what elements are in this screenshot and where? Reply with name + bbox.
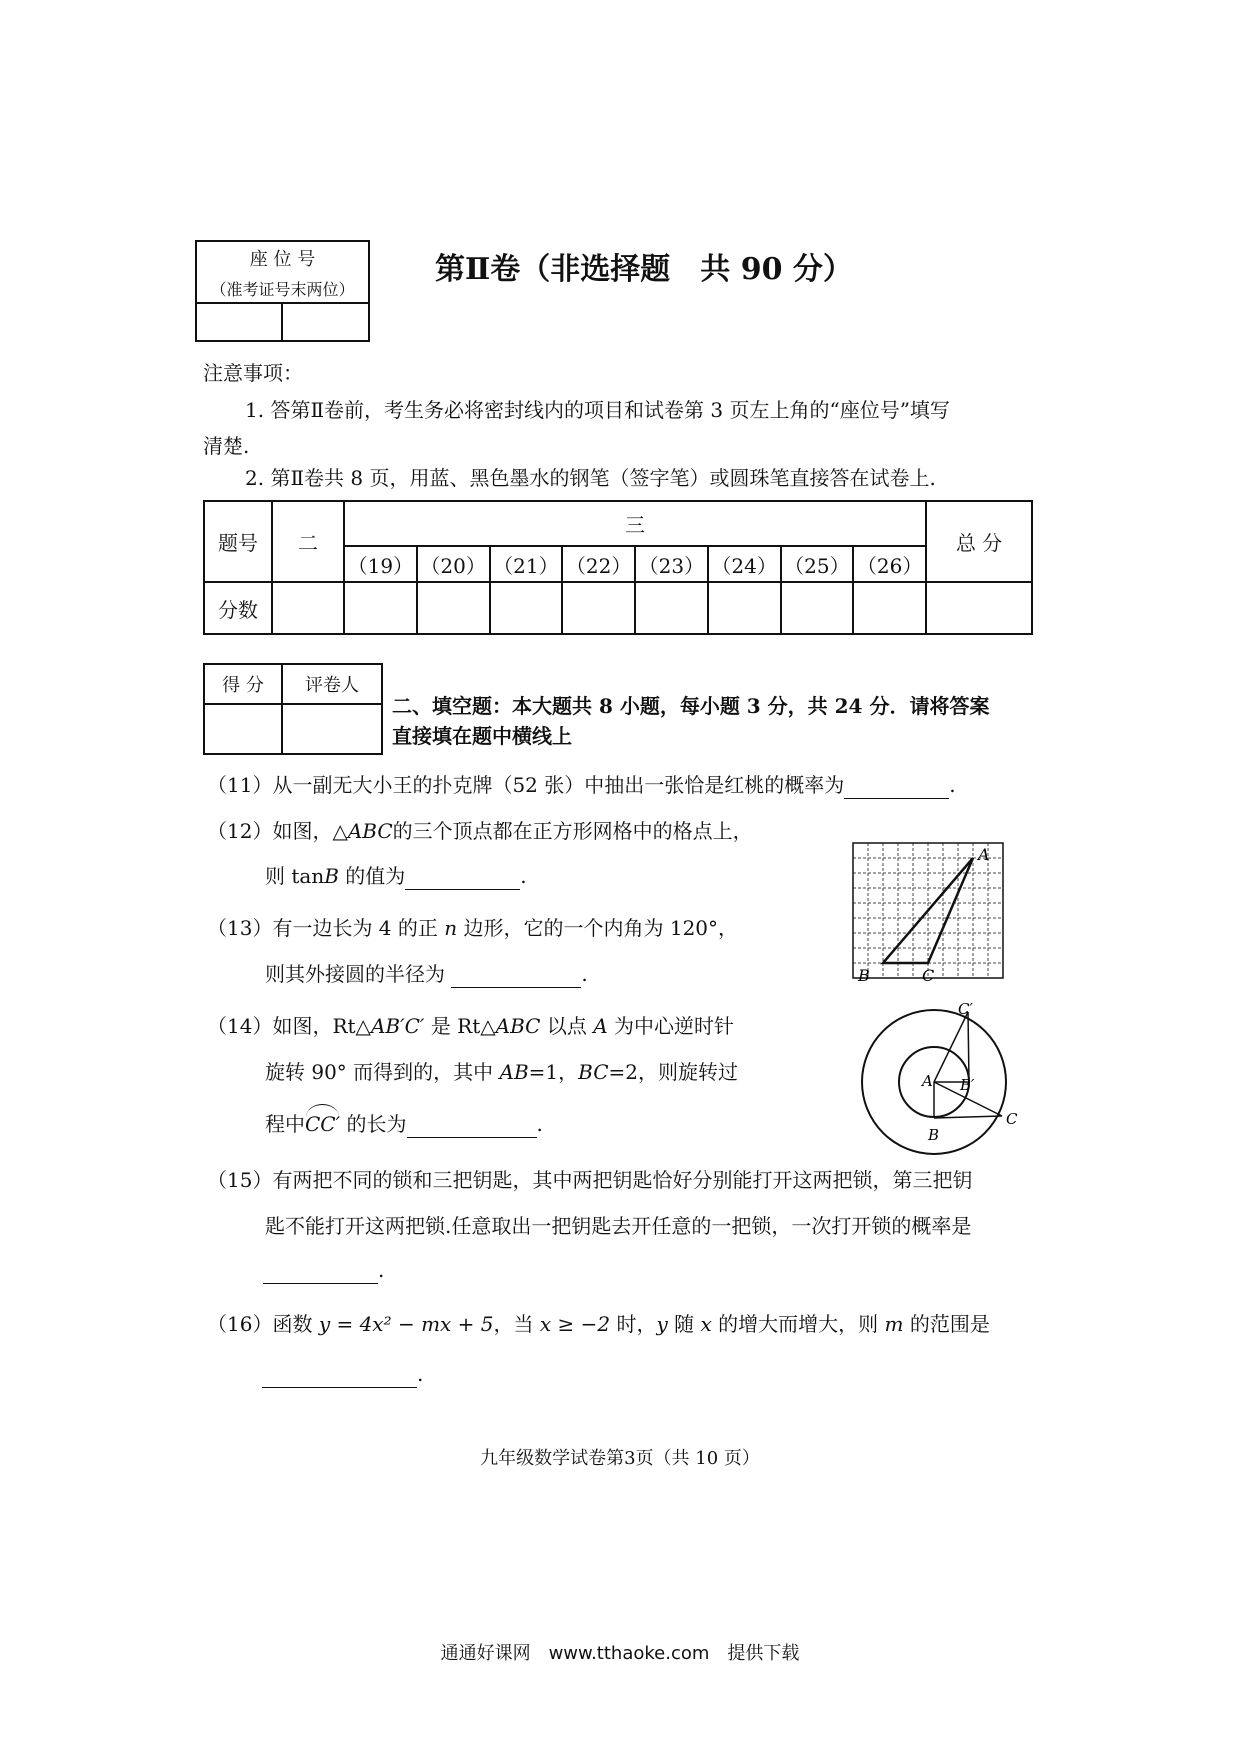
q12-text: 如图，△ bbox=[272, 819, 348, 843]
q12-number: （12） bbox=[207, 819, 273, 843]
q16-answer-blank[interactable] bbox=[262, 1365, 417, 1388]
score-cell[interactable] bbox=[781, 582, 854, 634]
score-cell[interactable] bbox=[417, 582, 490, 634]
q14-text: 旋转 90° 而得到的，其中 bbox=[265, 1060, 500, 1084]
q14-var: BC bbox=[578, 1060, 609, 1084]
q11-period: . bbox=[949, 773, 956, 797]
question-12-line-2 bbox=[265, 862, 527, 890]
q16-text: 函数 bbox=[272, 1312, 319, 1336]
q15-text: 有两把不同的锁和三把钥匙，其中两把钥匙恰好分别能打开这两把锁，第三把钥 bbox=[272, 1168, 973, 1192]
q13-period: . bbox=[581, 962, 588, 986]
question-header: （25） bbox=[781, 546, 854, 582]
q14-text: 是 Rt△ bbox=[424, 1014, 496, 1038]
question-15-line-1 bbox=[207, 1166, 972, 1194]
score-cell[interactable] bbox=[853, 582, 926, 634]
q13-answer-blank[interactable] bbox=[451, 965, 581, 988]
score-table bbox=[203, 500, 1033, 635]
figure-12-grid-triangle bbox=[848, 838, 1018, 988]
notes-heading: 注意事项： bbox=[203, 361, 303, 385]
source-credit: 通通好课网 www.tthaoke.com 提供下载 bbox=[440, 1643, 800, 1664]
question-11 bbox=[207, 771, 956, 799]
grader-name-label: 评卷人 bbox=[282, 664, 382, 704]
question-15-line-2 bbox=[265, 1212, 971, 1240]
question-14-line-1 bbox=[207, 1012, 734, 1040]
question-12-line-1 bbox=[207, 817, 753, 845]
q11-number: （11） bbox=[207, 773, 273, 797]
label-b: B bbox=[928, 1126, 940, 1144]
q15-number: （15） bbox=[207, 1168, 273, 1192]
q14-answer-blank[interactable] bbox=[407, 1115, 537, 1138]
section-instruction-line-1: 二、填空题：本大题共 8 小题，每小题 3 分，共 24 分．请将答案 bbox=[392, 694, 990, 718]
question-14-line-2 bbox=[265, 1058, 738, 1086]
q16-formula: y = 4x² − mx + 5 bbox=[318, 1312, 494, 1336]
q14-text: =1， bbox=[528, 1060, 579, 1084]
section-3-header: 三 bbox=[344, 501, 926, 546]
row-label-score: 分数 bbox=[204, 582, 272, 634]
q15-period: . bbox=[378, 1258, 385, 1282]
q12-var: ABC bbox=[347, 819, 393, 843]
page-footer: 九年级数学试卷第3页（共 10 页） bbox=[480, 1448, 760, 1469]
question-13-line-1 bbox=[207, 914, 738, 942]
score-cell[interactable] bbox=[490, 582, 563, 634]
label-a: A bbox=[978, 845, 990, 864]
q15-text: 匙不能打开这两把锁.任意取出一把钥匙去开任意的一把锁，一次打开锁的概率是 bbox=[265, 1214, 972, 1238]
q12-text: 的三个顶点都在正方形网格中的格点上， bbox=[392, 819, 753, 843]
seat-digit-1[interactable] bbox=[196, 303, 282, 341]
q16-var: m bbox=[884, 1312, 904, 1336]
q14-text: =2，则旋转过 bbox=[608, 1060, 739, 1084]
q12-period: . bbox=[520, 864, 527, 888]
q12-text: 则 tan bbox=[265, 864, 325, 888]
label-c: C bbox=[922, 966, 935, 985]
grader-score-label: 得 分 bbox=[204, 664, 282, 704]
total-score-cell[interactable] bbox=[926, 582, 1032, 634]
score-cell[interactable] bbox=[344, 582, 417, 634]
q11-answer-blank[interactable] bbox=[844, 776, 949, 799]
q14-number: （14） bbox=[207, 1014, 273, 1038]
q14-text: 为中心逆时针 bbox=[607, 1014, 735, 1038]
q13-number: （13） bbox=[207, 916, 273, 940]
grader-box bbox=[203, 663, 383, 755]
question-header: （22） bbox=[562, 546, 635, 582]
question-13-line-2 bbox=[265, 960, 588, 988]
q14-var: A bbox=[593, 1014, 608, 1038]
total-header: 总 分 bbox=[926, 501, 1032, 582]
q11-text: 从一副无大小王的扑克牌（52 张）中抽出一张恰是红桃的概率为 bbox=[272, 773, 845, 797]
q16-condition: x ≥ −2 bbox=[539, 1312, 611, 1336]
score-cell[interactable] bbox=[272, 582, 344, 634]
segment-b-prime-c-prime bbox=[968, 1012, 969, 1082]
notes-item-2: 2. 第Ⅱ卷共 8 页，用蓝、黑色墨水的钢笔（签字笔）或圆珠笔直接答在试卷上. bbox=[245, 466, 936, 490]
q14-text: 如图，Rt△ bbox=[272, 1014, 371, 1038]
part-title: 第Ⅱ卷（非选择题 共 90 分） bbox=[435, 252, 853, 287]
q15-answer-blank[interactable] bbox=[263, 1261, 378, 1284]
q14-text: 的长为 bbox=[340, 1112, 407, 1136]
question-header: （26） bbox=[853, 546, 926, 582]
q13-text: 有一边长为 4 的正 bbox=[272, 916, 445, 940]
q16-text: ，当 bbox=[493, 1312, 540, 1336]
question-header: （21） bbox=[490, 546, 563, 582]
question-header: （20） bbox=[417, 546, 490, 582]
question-14-line-3 bbox=[265, 1110, 543, 1138]
question-header: （24） bbox=[708, 546, 781, 582]
section-2-header: 二 bbox=[272, 501, 344, 582]
q14-text: 程中 bbox=[265, 1112, 305, 1136]
q16-var: y bbox=[656, 1312, 668, 1336]
seat-box-title: 座 位 号 bbox=[196, 241, 369, 274]
notes-item-1-line-1: 1. 答第Ⅱ卷前，考生务必将密封线内的项目和试卷第 3 页左上角的“座位号”填写 bbox=[245, 398, 950, 422]
q16-text: 的范围是 bbox=[903, 1312, 990, 1336]
q13-var: n bbox=[444, 916, 458, 940]
q14-var: AB bbox=[499, 1060, 529, 1084]
row-label-question-number: 题号 bbox=[204, 501, 272, 582]
q16-number: （16） bbox=[207, 1312, 273, 1336]
figure-14-rotation bbox=[848, 1000, 1023, 1160]
notes-item-1-line-2: 清楚. bbox=[203, 434, 250, 458]
q12-answer-blank[interactable] bbox=[405, 867, 520, 890]
score-cell[interactable] bbox=[562, 582, 635, 634]
seat-digit-2[interactable] bbox=[282, 303, 369, 341]
q14-period: . bbox=[536, 1112, 543, 1136]
section-instruction-line-2: 直接填在题中横线上 bbox=[392, 724, 572, 748]
question-16-line-2 bbox=[262, 1360, 423, 1388]
grader-name-cell[interactable] bbox=[282, 704, 382, 754]
question-header: （19） bbox=[344, 546, 417, 582]
question-15-line-3 bbox=[263, 1256, 384, 1284]
q16-text: 时， bbox=[610, 1312, 657, 1336]
q16-text: 的增大而增大，则 bbox=[711, 1312, 885, 1336]
label-b: B bbox=[858, 966, 870, 985]
q12-text: 的值为 bbox=[338, 864, 406, 888]
q12-var: B bbox=[324, 864, 339, 888]
q16-var: x bbox=[700, 1312, 712, 1336]
q16-text: 随 bbox=[667, 1312, 701, 1336]
q14-arc-cc: CC′ bbox=[305, 1112, 341, 1136]
label-c-prime: C′ bbox=[958, 1000, 973, 1018]
seat-box-subtitle: （准考证号末两位） bbox=[196, 274, 369, 303]
q14-var: ABC bbox=[495, 1014, 541, 1038]
seat-number-box bbox=[195, 240, 370, 342]
label-a: A bbox=[922, 1072, 933, 1090]
q13-text: 边形，它的一个内角为 120°， bbox=[457, 916, 739, 940]
question-header: （23） bbox=[635, 546, 708, 582]
label-b-prime: B′ bbox=[960, 1076, 975, 1094]
score-cell[interactable] bbox=[635, 582, 708, 634]
q16-period: . bbox=[417, 1362, 424, 1386]
q14-text: 以点 bbox=[540, 1014, 594, 1038]
q14-var: AB′C′ bbox=[370, 1014, 425, 1038]
label-c: C bbox=[1006, 1110, 1018, 1128]
q13-text: 则其外接圆的半径为 bbox=[265, 962, 445, 986]
grader-score-cell[interactable] bbox=[204, 704, 282, 754]
score-cell[interactable] bbox=[708, 582, 781, 634]
question-16-line-1 bbox=[207, 1310, 990, 1338]
